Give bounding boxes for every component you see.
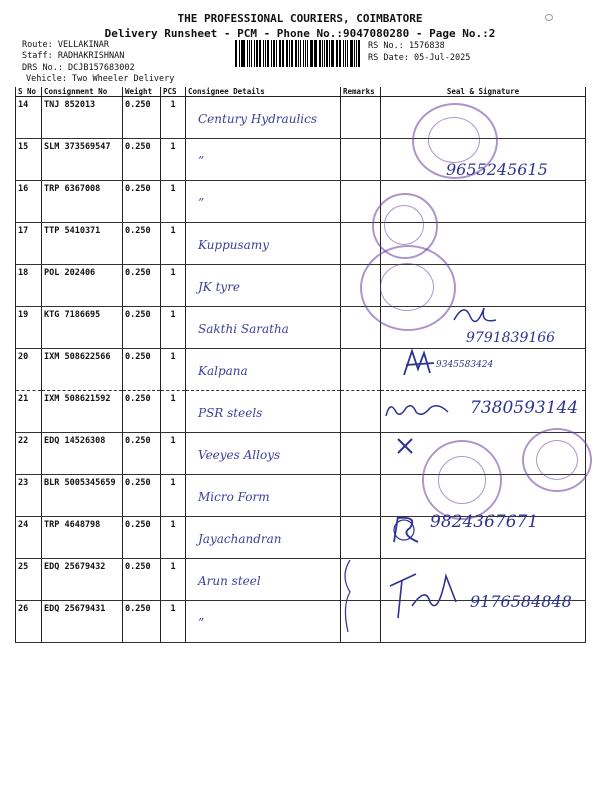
barcode-bar bbox=[354, 40, 355, 67]
remarks-cell bbox=[341, 517, 381, 559]
col-consignment: Consignment No bbox=[42, 87, 123, 97]
drs-number: DRS No.: DCJB157683002 bbox=[22, 63, 135, 73]
table-header-row bbox=[16, 87, 586, 97]
sno-cell: 22 bbox=[16, 433, 42, 475]
sno-cell: 21 bbox=[16, 391, 42, 433]
remarks-cell bbox=[341, 349, 381, 391]
weight-cell: 0.250 bbox=[123, 391, 161, 433]
barcode-bar bbox=[331, 40, 334, 67]
pcs-cell: 1 bbox=[161, 307, 186, 349]
barcode-bar bbox=[319, 40, 321, 67]
consignee-cell bbox=[186, 391, 341, 433]
consignee-handwriting: Sakthi Saratha bbox=[198, 322, 289, 336]
consignee-cell bbox=[186, 223, 341, 265]
signature-mark bbox=[386, 566, 476, 622]
consignee-cell bbox=[186, 139, 341, 181]
barcode-bar bbox=[322, 40, 323, 67]
barcode-bar bbox=[241, 40, 242, 67]
weight-cell: 0.250 bbox=[123, 139, 161, 181]
sno-cell: 24 bbox=[16, 517, 42, 559]
barcode-bar bbox=[324, 40, 325, 67]
barcode-bar bbox=[295, 40, 297, 67]
barcode-bar bbox=[303, 40, 305, 67]
barcode-bar bbox=[279, 40, 281, 67]
pcs-cell: 1 bbox=[161, 265, 186, 307]
barcode-bar bbox=[259, 40, 262, 67]
route-label: Route: VELLAKINAR bbox=[22, 40, 109, 50]
pcs-cell: 1 bbox=[161, 559, 186, 601]
barcode bbox=[235, 40, 361, 67]
consignment-cell: TTP 5410371 bbox=[42, 223, 123, 265]
runsheet-subtitle: Delivery Runsheet - PCM - Phone No.:9047080280 - Page No.:2 bbox=[104, 27, 496, 40]
barcode-bar bbox=[314, 40, 315, 67]
phone-24-text: 9824367671 bbox=[430, 512, 539, 532]
pcs-cell: 1 bbox=[161, 181, 186, 223]
phone-15-text: 9655245615 bbox=[446, 160, 548, 179]
barcode-bar bbox=[239, 40, 240, 67]
phone-19-text: 9791839166 bbox=[466, 330, 556, 346]
barcode-bar bbox=[267, 40, 269, 67]
consignee-handwriting: Jayachandran bbox=[198, 532, 282, 546]
barcode-bar bbox=[315, 40, 317, 67]
pcs-cell: 1 bbox=[161, 391, 186, 433]
consignee-handwriting: Arun steel bbox=[198, 574, 261, 588]
consignee-handwriting: ” bbox=[198, 616, 205, 630]
barcode-bar bbox=[251, 40, 252, 67]
consignee-cell bbox=[186, 433, 341, 475]
rs-date: RS Date: 05-Jul-2025 bbox=[368, 53, 471, 63]
consignment-cell: EDQ 25679431 bbox=[42, 601, 123, 643]
pcs-cell: 1 bbox=[161, 433, 186, 475]
table-row bbox=[16, 349, 586, 391]
consignee-handwriting: PSR steels bbox=[198, 406, 263, 420]
signature-mark bbox=[382, 398, 462, 422]
barcode-bar bbox=[249, 40, 251, 67]
pcs-cell: 1 bbox=[161, 349, 186, 391]
consignee-handwriting: Micro Form bbox=[198, 490, 270, 504]
barcode-bar bbox=[339, 40, 341, 67]
pcs-cell: 1 bbox=[161, 223, 186, 265]
pcs-cell: 1 bbox=[161, 97, 186, 139]
barcode-bar bbox=[300, 40, 301, 67]
signature-mark bbox=[388, 512, 424, 546]
pcs-cell: 1 bbox=[161, 139, 186, 181]
consignment-cell: POL 202406 bbox=[42, 265, 123, 307]
remarks-cell bbox=[341, 97, 381, 139]
consignee-cell bbox=[186, 559, 341, 601]
barcode-bar bbox=[273, 40, 276, 67]
signature-mark bbox=[450, 298, 500, 328]
barcode-bar bbox=[326, 40, 328, 67]
barcode-bar bbox=[283, 40, 284, 67]
company-seal-stamp bbox=[522, 428, 592, 492]
barcode-bar bbox=[276, 40, 277, 67]
phone-21-text: 7380593144 bbox=[470, 398, 579, 418]
signature-mark bbox=[400, 345, 440, 380]
barcode-bar bbox=[310, 40, 313, 67]
weight-cell: 0.250 bbox=[123, 307, 161, 349]
consignee-handwriting: ” bbox=[198, 154, 205, 168]
sno-cell: 14 bbox=[16, 97, 42, 139]
barcode-bar bbox=[289, 40, 290, 67]
table-row bbox=[16, 181, 586, 223]
barcode-bar bbox=[347, 40, 348, 67]
pcs-cell: 1 bbox=[161, 475, 186, 517]
company-title: THE PROFESSIONAL COURIERS, COIMBATORE bbox=[177, 12, 423, 25]
scan-mark bbox=[545, 14, 553, 21]
barcode-bar bbox=[358, 40, 360, 67]
barcode-bar bbox=[329, 40, 330, 67]
barcode-bar bbox=[256, 40, 258, 67]
vehicle-label: Vehicle: Two Wheeler Delivery bbox=[26, 74, 175, 84]
barcode-bar bbox=[337, 40, 338, 67]
staff-label: Staff: RADHAKRISHNAN bbox=[22, 51, 125, 61]
consignee-handwriting: JK tyre bbox=[198, 280, 241, 294]
signature-mark bbox=[395, 436, 415, 456]
consignment-cell: TRP 4648798 bbox=[42, 517, 123, 559]
phone-20-text: 9345583424 bbox=[436, 360, 494, 370]
consignee-cell bbox=[186, 517, 341, 559]
sno-cell: 26 bbox=[16, 601, 42, 643]
phone-26-text: 9176584848 bbox=[470, 592, 572, 611]
sno-cell: 15 bbox=[16, 139, 42, 181]
consignment-cell: KTG 7186695 bbox=[42, 307, 123, 349]
remarks-cell bbox=[341, 475, 381, 517]
sno-cell: 23 bbox=[16, 475, 42, 517]
barcode-bar bbox=[307, 40, 308, 67]
col-seal-signature: Seal & Signature bbox=[381, 87, 586, 97]
barcode-bar bbox=[298, 40, 299, 67]
barcode-bar bbox=[343, 40, 344, 67]
barcode-bar bbox=[350, 40, 353, 67]
sno-cell: 20 bbox=[16, 349, 42, 391]
remarks-cell bbox=[341, 139, 381, 181]
consignee-cell bbox=[186, 181, 341, 223]
consignee-handwriting: Kuppusamy bbox=[198, 238, 269, 252]
barcode-bar bbox=[247, 40, 248, 67]
rs-number: RS No.: 1576838 bbox=[368, 41, 445, 51]
consignee-cell bbox=[186, 97, 341, 139]
remarks-cell bbox=[341, 433, 381, 475]
barcode-bar bbox=[271, 40, 272, 67]
consignment-cell: TNJ 852013 bbox=[42, 97, 123, 139]
company-seal-stamp bbox=[422, 440, 502, 520]
remarks-cell bbox=[341, 391, 381, 433]
consignment-cell: TRP 6367008 bbox=[42, 181, 123, 223]
weight-cell: 0.250 bbox=[123, 475, 161, 517]
table-row bbox=[16, 223, 586, 265]
barcode-bar bbox=[265, 40, 266, 67]
sno-cell: 17 bbox=[16, 223, 42, 265]
sno-cell: 25 bbox=[16, 559, 42, 601]
col-weight: Weight bbox=[123, 87, 161, 97]
pcs-cell: 1 bbox=[161, 517, 186, 559]
weight-cell: 0.250 bbox=[123, 349, 161, 391]
company-seal-stamp bbox=[360, 245, 456, 331]
weight-cell: 0.250 bbox=[123, 223, 161, 265]
barcode-bar bbox=[282, 40, 283, 67]
col-sno: S No bbox=[16, 87, 42, 97]
weight-cell: 0.250 bbox=[123, 559, 161, 601]
pcs-cell: 1 bbox=[161, 601, 186, 643]
consignee-handwriting: ” bbox=[198, 196, 205, 210]
weight-cell: 0.250 bbox=[123, 433, 161, 475]
consignment-cell: EDQ 25679432 bbox=[42, 559, 123, 601]
consignee-cell bbox=[186, 475, 341, 517]
consignee-cell bbox=[186, 349, 341, 391]
weight-cell: 0.250 bbox=[123, 517, 161, 559]
consignee-handwriting: Kalpana bbox=[198, 364, 248, 378]
consignee-handwriting: Century Hydraulics bbox=[198, 112, 317, 126]
table-row bbox=[16, 97, 586, 139]
consignment-cell: BLR 5005345659 bbox=[42, 475, 123, 517]
consignment-cell: SLM 373569547 bbox=[42, 139, 123, 181]
col-consignee: Consignee Details bbox=[186, 87, 341, 97]
weight-cell: 0.250 bbox=[123, 601, 161, 643]
consignee-handwriting: Veeyes Alloys bbox=[198, 448, 281, 462]
table-row bbox=[16, 265, 586, 307]
consignee-cell bbox=[186, 265, 341, 307]
consignee-cell bbox=[186, 307, 341, 349]
barcode-bar bbox=[345, 40, 347, 67]
barcode-bar bbox=[242, 40, 245, 67]
sno-cell: 18 bbox=[16, 265, 42, 307]
weight-cell: 0.250 bbox=[123, 181, 161, 223]
weight-cell: 0.250 bbox=[123, 97, 161, 139]
sno-cell: 19 bbox=[16, 307, 42, 349]
remarks-bracket-mark bbox=[338, 556, 356, 636]
sno-cell: 16 bbox=[16, 181, 42, 223]
consignee-cell bbox=[186, 601, 341, 643]
barcode-bar bbox=[291, 40, 294, 67]
consignment-cell: IXM 508622566 bbox=[42, 349, 123, 391]
barcode-bar bbox=[263, 40, 264, 67]
col-remarks: Remarks bbox=[341, 87, 381, 97]
consignment-cell: IXM 508621592 bbox=[42, 391, 123, 433]
barcode-bar bbox=[305, 40, 306, 67]
consignment-cell: EDQ 14526308 bbox=[42, 433, 123, 475]
col-pcs: PCS bbox=[161, 87, 186, 97]
barcode-bar bbox=[336, 40, 337, 67]
barcode-bar bbox=[235, 40, 237, 67]
barcode-bar bbox=[286, 40, 288, 67]
weight-cell: 0.250 bbox=[123, 265, 161, 307]
barcode-bar bbox=[356, 40, 357, 67]
barcode-bar bbox=[254, 40, 255, 67]
